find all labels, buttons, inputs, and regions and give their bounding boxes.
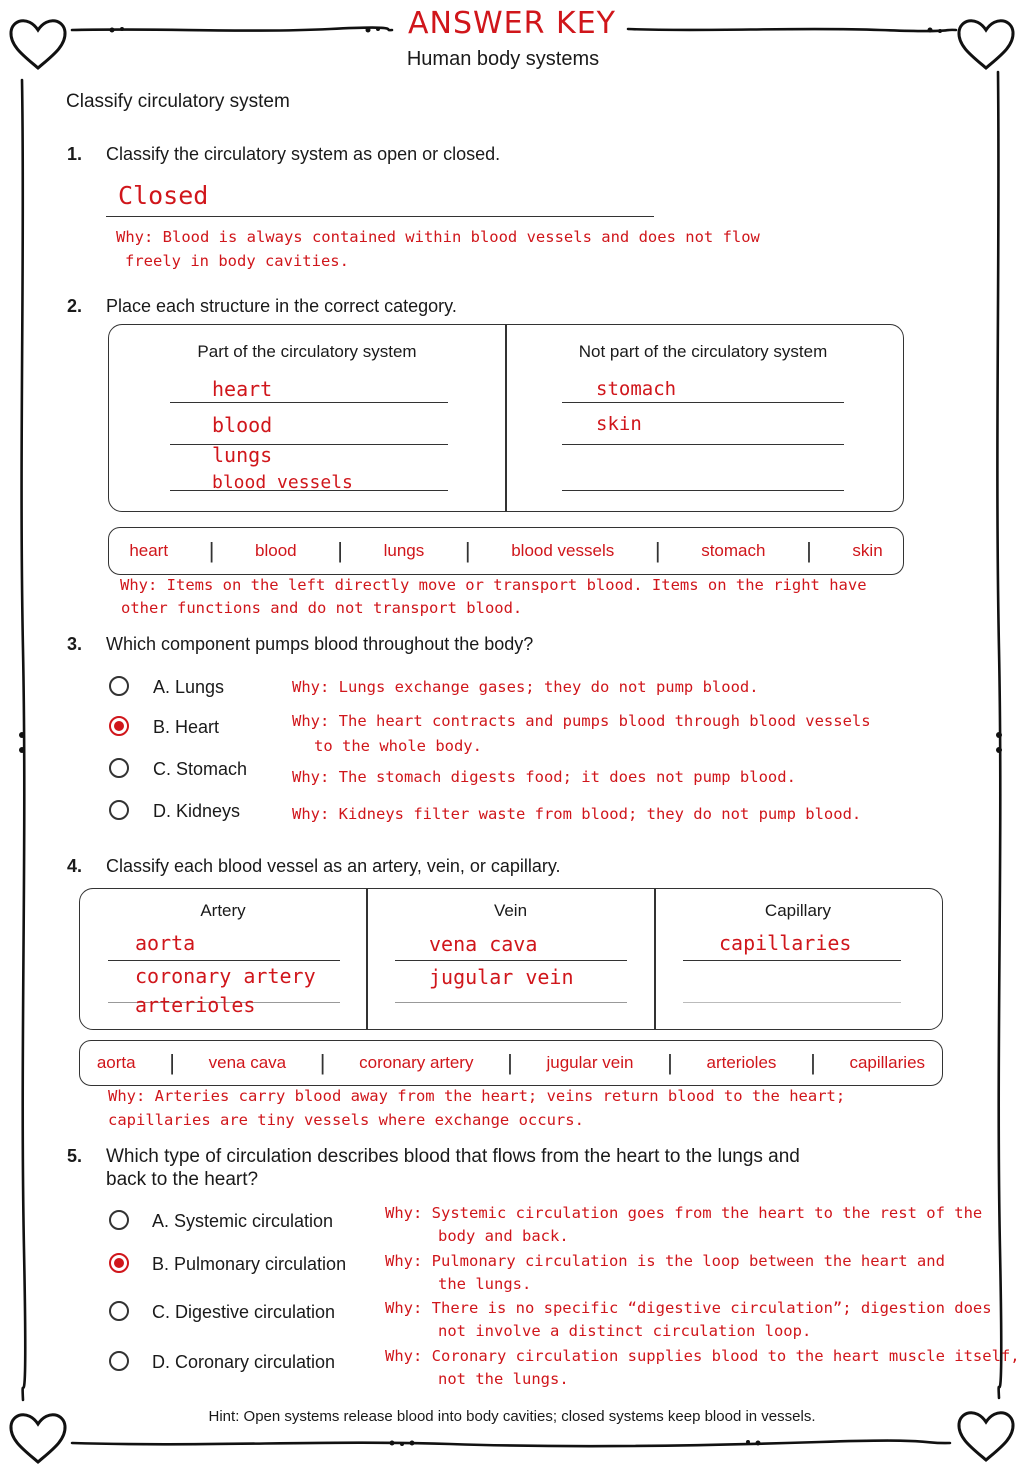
answer-text: aorta <box>135 931 196 955</box>
answer-text: vena cava <box>429 932 538 956</box>
word-bank-item: jugular vein <box>546 1053 634 1072</box>
question-number: 4. <box>67 856 83 876</box>
radio-option[interactable] <box>109 1351 129 1371</box>
explanation: not involve a distinct circulation loop. <box>438 1322 812 1340</box>
answer-line <box>395 960 627 961</box>
separator: | <box>169 1050 175 1075</box>
radio-option-selected[interactable] <box>109 716 129 736</box>
explanation: Why: Pulmonary circulation is the loop between the heart and <box>385 1252 945 1270</box>
explanation: Why: Systemic circulation goes from the heart to the rest of the <box>385 1204 983 1222</box>
option-label: A. Lungs <box>153 677 225 697</box>
separator: | <box>337 538 343 563</box>
page-subtitle: Human body systems <box>406 48 600 70</box>
word-bank <box>108 527 904 575</box>
column-header-vein: Vein <box>493 901 528 920</box>
answer-text: blood vessels <box>212 472 353 493</box>
explanation: body and back. <box>438 1227 569 1245</box>
explanation: to the whole body. <box>314 737 482 755</box>
option-label: C. Digestive circulation <box>152 1302 336 1322</box>
separator: | <box>208 538 215 563</box>
answer-line <box>106 216 654 217</box>
explanation: freely in body cavities. <box>125 252 349 270</box>
explanation: Why: Arteries carry blood away from the heart; veins return blood to the heart; <box>108 1087 846 1105</box>
explanation: Why: Coronary circulation supplies blood to the heart muscle itself, <box>385 1347 1020 1365</box>
answer-text: arterioles <box>135 993 256 1017</box>
column-header-capillary: Capillary <box>764 901 832 920</box>
separator: | <box>654 538 661 563</box>
explanation: Why: The stomach digests food; it does not pump blood. <box>292 768 796 786</box>
radio-option-selected[interactable] <box>109 1253 129 1273</box>
explanation: Why: Kidneys filter waste from blood; they do not pump blood. <box>292 805 862 823</box>
column-header-not-part: Not part of the circulatory system <box>578 342 828 361</box>
answer-line <box>562 402 844 403</box>
word-bank-item: heart <box>129 541 169 560</box>
answer-line <box>562 444 844 445</box>
question-number: 1. <box>67 144 83 164</box>
section-title: Classify circulatory system <box>66 91 290 112</box>
radio-option[interactable] <box>109 1301 129 1321</box>
answer-text: stomach <box>596 378 677 400</box>
answer-line <box>170 402 448 403</box>
question-number: 3. <box>67 634 83 654</box>
question-number: 2. <box>67 296 83 316</box>
word-bank-item: coronary artery <box>359 1053 474 1072</box>
answer-text: Closed <box>118 181 209 210</box>
word-bank-item: blood <box>255 541 297 560</box>
answer-line <box>395 1002 627 1003</box>
answer-text: capillaries <box>719 931 852 955</box>
question-text: back to the heart? <box>106 1169 259 1190</box>
radio-option[interactable] <box>109 758 129 778</box>
hint-text: Hint: Open systems release blood into body cavities; closed systems keep blood in vessels. <box>208 1408 816 1425</box>
answer-text: coronary artery <box>135 964 316 988</box>
answer-text: lungs <box>212 443 273 467</box>
word-bank-item: capillaries <box>849 1053 926 1072</box>
question-text: Which type of circulation describes blood that flows from the heart to the lungs and <box>106 1146 800 1167</box>
question-text: Place each structure in the correct category. <box>106 296 457 316</box>
question-number: 5. <box>67 1146 83 1166</box>
option-label: A. Systemic circulation <box>152 1211 334 1231</box>
question-text: Classify each blood vessel as an artery, vein, or capillary. <box>106 856 561 876</box>
explanation: Why: The heart contracts and pumps blood through blood vessels <box>292 712 871 730</box>
option-label: B. Pulmonary circulation <box>152 1254 347 1274</box>
option-label: D. Coronary circulation <box>152 1352 336 1372</box>
answer-line <box>562 490 844 491</box>
answer-text: skin <box>596 413 642 435</box>
separator: | <box>810 1050 816 1075</box>
separator: | <box>319 1050 326 1075</box>
explanation: Why: Lungs exchange gases; they do not pump blood. <box>292 678 759 696</box>
option-label: B. Heart <box>153 717 220 737</box>
separator: | <box>464 538 471 563</box>
answer-text: heart <box>212 377 273 401</box>
column-header-artery: Artery <box>200 901 246 920</box>
explanation: Why: Blood is always contained within blood vessels and does not flow <box>116 228 760 246</box>
word-bank <box>79 1040 943 1086</box>
answer-line <box>683 960 901 961</box>
option-label: C. Stomach <box>153 759 248 779</box>
question-text: Classify the circulatory system as open or closed. <box>106 144 501 164</box>
option-label: D. Kidneys <box>153 801 241 821</box>
word-bank-item: skin <box>852 541 883 560</box>
separator: | <box>806 538 812 563</box>
answer-text: jugular vein <box>429 965 574 989</box>
radio-option[interactable] <box>109 1210 129 1230</box>
answer-text: blood <box>212 413 273 437</box>
word-bank-item: blood vessels <box>511 541 615 560</box>
radio-option[interactable] <box>109 800 129 820</box>
word-bank-item: vena cava <box>208 1053 287 1072</box>
explanation: Why: Items on the left directly move or transport blood. Items on the right have <box>120 576 867 594</box>
word-bank-item: arterioles <box>706 1053 777 1072</box>
word-bank-item: aorta <box>96 1053 136 1072</box>
explanation: Why: There is no specific “digestive circulation”; digestion does <box>385 1299 992 1317</box>
column-header-part: Part of the circulatory system <box>197 342 417 361</box>
separator: | <box>507 1050 513 1075</box>
question-text: Which component pumps blood throughout the body? <box>106 634 534 654</box>
answer-line <box>108 960 340 961</box>
explanation: the lungs. <box>438 1275 532 1293</box>
page-title: ANSWER KEY <box>408 6 616 41</box>
explanation: not the lungs. <box>438 1370 569 1388</box>
word-bank-item: lungs <box>383 541 425 560</box>
answer-line <box>683 1002 901 1003</box>
explanation: other functions and do not transport blood. <box>121 599 523 617</box>
explanation: capillaries are tiny vessels where exchange occurs. <box>108 1111 584 1129</box>
radio-option[interactable] <box>109 676 129 696</box>
word-bank-item: stomach <box>701 541 766 560</box>
separator: | <box>667 1050 673 1075</box>
